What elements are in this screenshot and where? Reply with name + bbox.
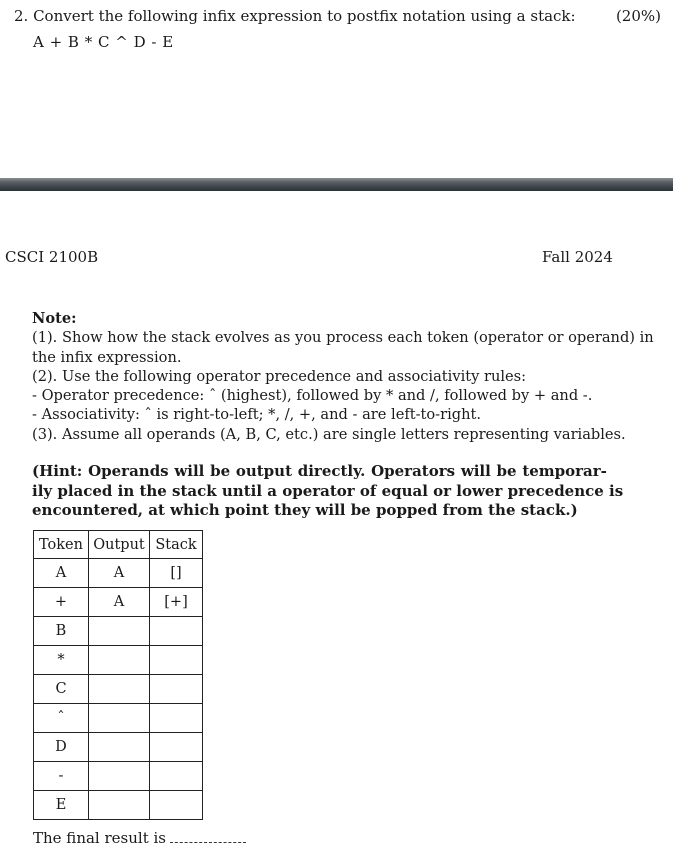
note-title: Note:: [32, 310, 77, 327]
note-line: (1). Show how the stack evolves as you process each token (operator or operand) in: [32, 329, 654, 347]
output-cell[interactable]: [89, 791, 150, 820]
stack-header: Stack: [150, 531, 203, 559]
table-row: [34, 559, 203, 588]
hint-word: will: [174, 462, 205, 480]
note-section: [32, 309, 654, 444]
table-header-row: [34, 531, 203, 559]
table-row: [34, 617, 203, 646]
output-cell[interactable]: [89, 733, 150, 762]
stack-cell[interactable]: [+]: [150, 588, 203, 617]
hint-word: Operands: [88, 462, 169, 480]
term: Fall 2024: [542, 248, 613, 266]
token-cell: *: [34, 646, 89, 675]
output-cell[interactable]: A: [89, 588, 150, 617]
note-line: - Associativity: ˆ is right-to-left; *, /, +, and - are left-to-right.: [32, 406, 481, 424]
token-cell: D: [34, 733, 89, 762]
stack-cell[interactable]: [150, 762, 203, 791]
output-cell[interactable]: [89, 646, 150, 675]
hint-word: temporar-: [522, 462, 607, 480]
question-points: (20%): [615, 7, 661, 25]
stack-cell[interactable]: [150, 675, 203, 704]
token-cell: E: [34, 791, 89, 820]
note-line: the infix expression.: [32, 348, 182, 366]
hint-word: will: [460, 462, 491, 480]
infix-expression: A + B * C ^ D - E: [33, 33, 174, 51]
stack-cell[interactable]: [150, 733, 203, 762]
output-cell[interactable]: [89, 675, 150, 704]
note-line: (3). Assume all operands (A, B, C, etc.) are single letters representing variables.: [32, 425, 626, 443]
hint-word: Operators: [371, 462, 456, 480]
table-row: [34, 675, 203, 704]
stack-trace-table: [33, 530, 203, 820]
token-cell: ˆ: [34, 704, 89, 733]
note-line: - Operator precedence: ˆ (highest), followed by * and /, followed by + and -.: [32, 387, 593, 405]
final-result-line: [33, 829, 246, 847]
stack-cell[interactable]: [150, 791, 203, 820]
hint-word: (Hint:: [32, 462, 83, 480]
output-cell[interactable]: [89, 617, 150, 646]
stack-cell[interactable]: [150, 617, 203, 646]
stack-cell[interactable]: []: [150, 559, 203, 588]
table-row: [34, 733, 203, 762]
token-cell: A: [34, 559, 89, 588]
hint-line: ily placed in the stack until a operator of equal or lower precedence is: [32, 481, 624, 500]
table-row: [34, 704, 203, 733]
table-row: [34, 762, 203, 791]
token-header: Token: [34, 531, 89, 559]
final-result-blank[interactable]: [170, 832, 246, 843]
course-code: CSCI 2100B: [5, 248, 99, 266]
stack-cell[interactable]: [150, 704, 203, 733]
stack-cell[interactable]: [150, 646, 203, 675]
question-text: 2. Convert the following infix expression to postfix notation using a stack:: [14, 7, 576, 25]
output-cell[interactable]: [89, 762, 150, 791]
output-cell[interactable]: A: [89, 559, 150, 588]
table-row: [34, 791, 203, 820]
hint-word: be: [496, 462, 517, 480]
token-cell: +: [34, 588, 89, 617]
token-cell: -: [34, 762, 89, 791]
table-row: [34, 588, 203, 617]
hint-word: directly.: [297, 462, 366, 480]
hint-line: [32, 462, 607, 482]
token-cell: C: [34, 675, 89, 704]
hint-section: [32, 462, 624, 521]
table-row: [34, 646, 203, 675]
hint-line: encountered, at which point they will be popped from the stack.): [32, 501, 578, 519]
page-divider: [0, 178, 673, 191]
output-cell[interactable]: [89, 704, 150, 733]
hint-word: output: [235, 462, 293, 480]
token-cell: B: [34, 617, 89, 646]
note-line: (2). Use the following operator precedence and associativity rules:: [32, 367, 527, 385]
hint-word: be: [210, 462, 231, 480]
final-result-label: The final result is: [33, 829, 166, 847]
output-header: Output: [89, 531, 150, 559]
